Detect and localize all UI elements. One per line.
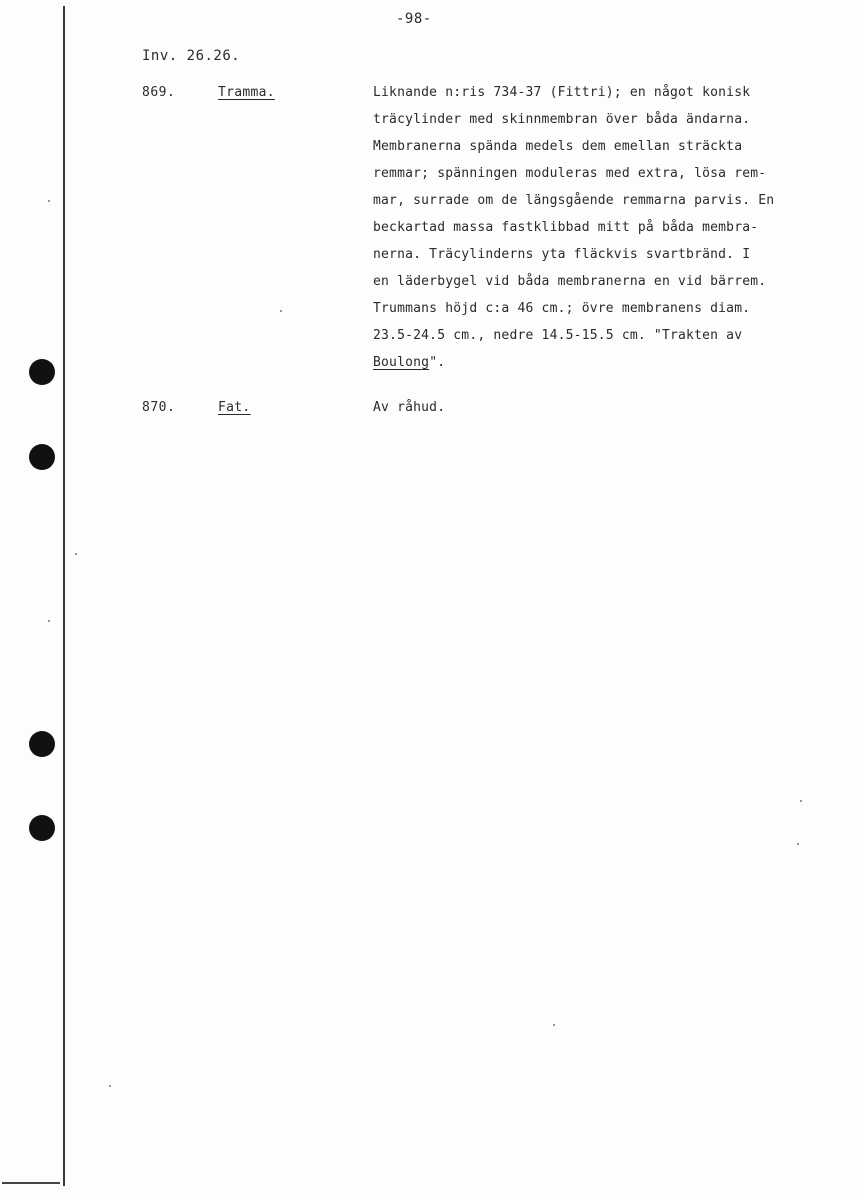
scan-speck	[280, 310, 282, 312]
punch-hole-icon	[29, 444, 55, 470]
punch-hole-icon	[29, 731, 55, 757]
punch-hole-icon	[29, 359, 55, 385]
punch-hole-icon	[29, 815, 55, 841]
scan-speck	[48, 620, 50, 622]
bottom-rule	[2, 1182, 60, 1184]
description-line: Trummans höjd c:a 46 cm.; övre membranens diam.	[373, 301, 751, 316]
description-line: remmar; spänningen moduleras med extra, lösa rem-	[373, 166, 767, 181]
description-line: Av råhud.	[373, 400, 446, 415]
inventory-heading: Inv. 26.26.	[142, 48, 241, 64]
entry-description	[373, 394, 843, 421]
scan-speck	[109, 1085, 111, 1087]
description-line: 23.5-24.5 cm., nedre 14.5-15.5 cm. "Trakten av	[373, 328, 743, 343]
description-line: en läderbygel vid båda membranerna en vid bärrem.	[373, 274, 767, 289]
entry-name: Fat.	[218, 400, 251, 415]
description-line: beckartad massa fastklibbad mitt på båda membra-	[373, 220, 759, 235]
scan-speck	[553, 1024, 555, 1026]
scan-speck	[797, 843, 799, 845]
scan-speck	[75, 553, 77, 555]
description-line: träcylinder med skinnmembran över båda ändarna.	[373, 112, 751, 127]
place-name: Boulong	[373, 355, 430, 370]
closing-quote: ".	[429, 355, 446, 370]
entry-description	[373, 79, 843, 376]
description-line: Membranerna spända medels dem emellan sträckta	[373, 139, 743, 154]
page-number: -98-	[396, 11, 432, 27]
entry-number: 870.	[142, 400, 176, 415]
entry-name: Tramma.	[218, 85, 275, 100]
margin-line	[63, 6, 65, 1186]
description-line: Liknande n:ris 734-37 (Fittri); en något konisk	[373, 85, 751, 100]
description-line	[373, 349, 843, 376]
scan-speck	[800, 800, 802, 802]
entry-number: 869.	[142, 85, 176, 100]
scan-speck	[48, 200, 50, 202]
description-line: mar, surrade om de längsgående remmarna parvis. En	[373, 193, 775, 208]
description-line: nerna. Träcylinderns yta fläckvis svartbränd. I	[373, 247, 751, 262]
